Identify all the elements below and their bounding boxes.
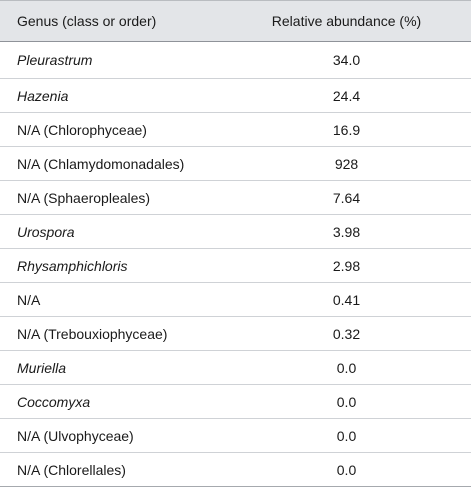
table-row: [0, 351, 471, 385]
genus-cell: N/A: [0, 283, 230, 317]
genus-cell: N/A (Sphaeropleales): [0, 181, 230, 215]
genus-cell: Coccomyxa: [0, 385, 230, 419]
abundance-cell: 0.0: [230, 351, 471, 385]
table-row: [0, 215, 471, 249]
table-header-row: [0, 1, 471, 42]
abundance-cell: 0.41: [230, 283, 471, 317]
table-body: [0, 42, 471, 487]
table-row: [0, 385, 471, 419]
abundance-cell: 928: [230, 147, 471, 181]
genus-cell: N/A (Chlorophyceae): [0, 113, 230, 147]
abundance-cell: 24.4: [230, 79, 471, 113]
abundance-cell: 34.0: [230, 42, 471, 79]
column-header-abundance: Relative abundance (%): [230, 1, 471, 42]
genus-cell: Pleurastrum: [0, 42, 230, 79]
column-header-genus: Genus (class or order): [0, 1, 230, 42]
abundance-cell: 7.64: [230, 181, 471, 215]
abundance-cell: 0.0: [230, 385, 471, 419]
table-row: [0, 147, 471, 181]
abundance-cell: 2.98: [230, 249, 471, 283]
abundance-cell: 3.98: [230, 215, 471, 249]
table-row: [0, 419, 471, 453]
table-row: [0, 79, 471, 113]
abundance-cell: 0.0: [230, 453, 471, 487]
abundance-cell: 0.32: [230, 317, 471, 351]
abundance-cell: 0.0: [230, 419, 471, 453]
genus-cell: Urospora: [0, 215, 230, 249]
table-row: [0, 249, 471, 283]
table-row: [0, 42, 471, 79]
genus-cell: N/A (Chlamydomonadales): [0, 147, 230, 181]
genus-cell: N/A (Ulvophyceae): [0, 419, 230, 453]
genus-cell: Rhysamphichloris: [0, 249, 230, 283]
table-row: [0, 453, 471, 487]
genus-cell: Hazenia: [0, 79, 230, 113]
table-row: [0, 113, 471, 147]
genus-cell: Muriella: [0, 351, 230, 385]
abundance-cell: 16.9: [230, 113, 471, 147]
genus-cell: N/A (Chlorellales): [0, 453, 230, 487]
table-row: [0, 283, 471, 317]
table-row: [0, 317, 471, 351]
genus-cell: N/A (Trebouxiophyceae): [0, 317, 230, 351]
table-row: [0, 181, 471, 215]
